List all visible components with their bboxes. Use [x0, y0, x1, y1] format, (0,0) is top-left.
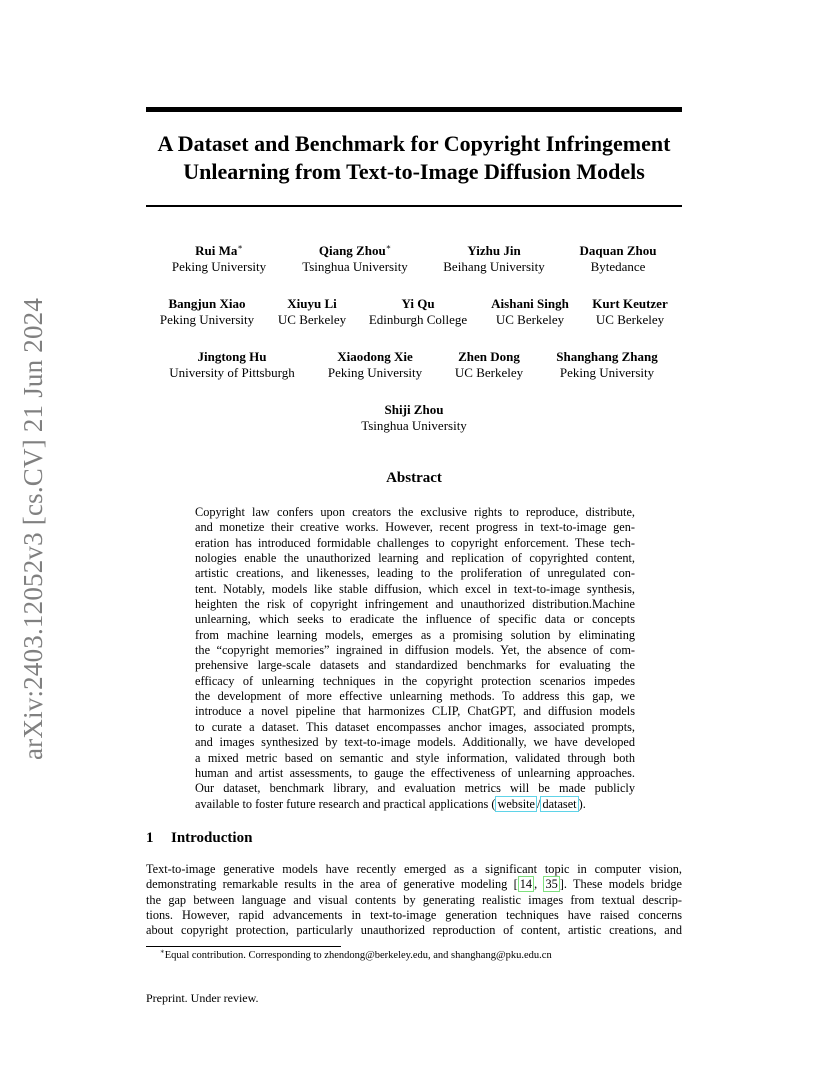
- preprint-notice: Preprint. Under review.: [146, 991, 259, 1005]
- paper-title: [146, 130, 682, 186]
- abstract-line: unlearning, which seeks to eradicate the influence of specific data or concepts: [195, 612, 635, 627]
- title-line-1: A Dataset and Benchmark for Copyright Infringement: [157, 131, 671, 156]
- abstract-line: from machine learning models, emerges as a promising solution by eliminating: [195, 627, 635, 642]
- author-name: Xiuyu Li: [287, 296, 337, 311]
- intro-line: tions. However, rapid advancements in text-to-image generation techniques have raised concerns: [146, 907, 682, 922]
- author-affiliation: Peking University: [327, 365, 423, 380]
- equal-contribution-mark: ∗: [385, 242, 392, 252]
- author-name: Kurt Keutzer: [592, 296, 668, 311]
- author-affiliation: UC Berkeley: [595, 312, 665, 327]
- intro-line: Text-to-image generative models have recently emerged as a significant topic in computer vision,: [146, 862, 682, 876]
- citation-separator: ,: [534, 877, 544, 892]
- citation-link[interactable]: 35: [545, 877, 558, 892]
- author-affiliation: Beihang University: [443, 259, 545, 274]
- abstract-line: human and artist assessments, to gauge the effectiveness of unlearning approaches.: [195, 765, 635, 780]
- author-affiliation: Tsinghua University: [302, 259, 408, 274]
- title-bottom-rule: [146, 205, 682, 207]
- author-block: [169, 349, 294, 381]
- abstract-line: prehensive large-scale datasets and standardized benchmarks for evaluating the: [195, 658, 635, 673]
- author-affiliation: University of Pittsburgh: [169, 365, 295, 380]
- author-block: [160, 296, 254, 328]
- intro-line: about copyright protection, particularly unauthorized reproduction of content, artistic creations, and: [146, 923, 682, 938]
- abstract-line: tent. Notably, models like stable diffusion, which excel in text-to-image synthesis,: [195, 581, 635, 596]
- author-affiliation: Tsinghua University: [361, 418, 467, 433]
- author-block: [278, 296, 346, 328]
- introduction-body: [146, 862, 682, 938]
- section-number: 1: [146, 830, 154, 846]
- author-affiliation: Edinburgh College: [368, 312, 468, 327]
- arxiv-identifier-stamp: arXiv:2403.12052v3 [cs.CV] 21 Jun 2024: [18, 297, 48, 760]
- footnote: [160, 947, 552, 961]
- author-affiliation: UC Berkeley: [495, 312, 565, 327]
- footnote-text: Equal contribution. Corresponding to zhendong@berkeley.edu, and shanghang@pku.edu.cn: [164, 950, 552, 961]
- abstract-line: and monetize their creative works. However, recent progress in text-to-image gen-: [195, 520, 635, 535]
- abstract-line: a mixed metric based on semantic and style information, validated through both: [195, 750, 635, 765]
- author-name: Jingtong Hu: [197, 349, 267, 364]
- abstract-line: efficacy of unlearning techniques in the copyright protection scenarios impedes: [195, 673, 635, 688]
- author-name: Xiaodong Xie: [337, 349, 413, 364]
- website-link[interactable]: website: [497, 796, 536, 811]
- author-block: [328, 349, 422, 381]
- author-name: Zhen Dong: [458, 349, 520, 364]
- author-block: [491, 296, 569, 328]
- author-name: Yizhu Jin: [467, 243, 521, 258]
- author-name: Qiang Zhou: [318, 243, 386, 258]
- author-name: Shanghang Zhang: [556, 349, 658, 364]
- author-affiliation: Peking University: [171, 259, 267, 274]
- abstract-line: artistic creations, and likenesses, leading to the proliferation of unregulated con-: [195, 566, 635, 581]
- author-affiliation: Bytedance: [590, 259, 646, 274]
- abstract-line: to curate a dataset. This dataset encompasses anchor images, associated prompts,: [195, 719, 635, 734]
- abstract-line: the “copyright memories” ingrained in diffusion models. Yet, the absence of com-: [195, 643, 635, 658]
- author-block: [455, 349, 523, 381]
- abstract-line: heighten the risk of copyright infringement and unauthorized distribution.Machine: [195, 597, 635, 612]
- author-name: Aishani Singh: [491, 296, 569, 311]
- footnote-mark: ∗: [160, 947, 165, 956]
- citation-link[interactable]: 14: [519, 877, 533, 892]
- author-name: Shiji Zhou: [384, 402, 444, 417]
- author-block: [592, 296, 667, 328]
- author-name: Rui Ma: [195, 243, 238, 258]
- title-line-2: Unlearning from Text-to-Image Diffusion Models: [183, 159, 645, 184]
- section-title: Introduction: [171, 830, 253, 846]
- abstract-body: [195, 505, 635, 812]
- abstract-heading: Abstract: [386, 470, 442, 486]
- footnote-rule: [146, 946, 341, 947]
- intro-line: [146, 877, 682, 892]
- dataset-link[interactable]: dataset: [542, 796, 577, 811]
- abstract-line: eration has introduced formidable challenges to copyright enforcement. These tech-: [195, 535, 635, 550]
- author-block: [172, 243, 266, 275]
- abstract-line: and images synthesized by text-to-image models. Additionally, we have developed: [195, 735, 635, 750]
- intro-line-text: ]. These models bridge: [559, 877, 682, 892]
- author-affiliation: Peking University: [559, 365, 655, 380]
- author-block: [556, 349, 658, 381]
- abstract-line: Our dataset, benchmark library, and evaluation metrics will be made publicly: [195, 781, 635, 796]
- intro-line: the gap between language and visual contents by generating realistic images from textual descrip-: [146, 892, 682, 907]
- title-top-rule: [146, 107, 682, 112]
- abstract-line: the development of more effective unlearning methods. To address this gap, we: [195, 689, 635, 704]
- intro-line-text: demonstrating remarkable results in the area of generative modeling [: [146, 877, 518, 892]
- author-name: Daquan Zhou: [579, 243, 657, 258]
- abstract-line: Copyright law confers upon creators the exclusive rights to reproduce, distribute,: [195, 505, 635, 519]
- equal-contribution-mark: ∗: [237, 242, 243, 252]
- author-name: Bangjun Xiao: [168, 296, 246, 311]
- abstract-line: nologies enable the unauthorized learning and replication of copyrighted content,: [195, 551, 635, 566]
- link-separator: /: [537, 796, 541, 811]
- section-heading-introduction: [146, 830, 252, 847]
- author-block: [361, 402, 467, 434]
- author-affiliation: UC Berkeley: [277, 312, 347, 327]
- author-affiliation: UC Berkeley: [454, 365, 524, 380]
- abstract-last-line: [195, 797, 635, 812]
- author-name: Yi Qu: [401, 296, 435, 311]
- abstract-last-line-end: ).: [578, 796, 586, 811]
- author-block: [369, 296, 467, 328]
- author-affiliation: Peking University: [159, 312, 255, 327]
- author-block: [580, 243, 657, 275]
- author-block: [302, 243, 408, 275]
- abstract-last-line-text: available to foster future research and practical applications (: [195, 796, 496, 811]
- abstract-line: introduce a novel pipeline that harmonizes CLIP, ChatGPT, and diffusion models: [195, 704, 635, 719]
- author-block: [443, 243, 544, 275]
